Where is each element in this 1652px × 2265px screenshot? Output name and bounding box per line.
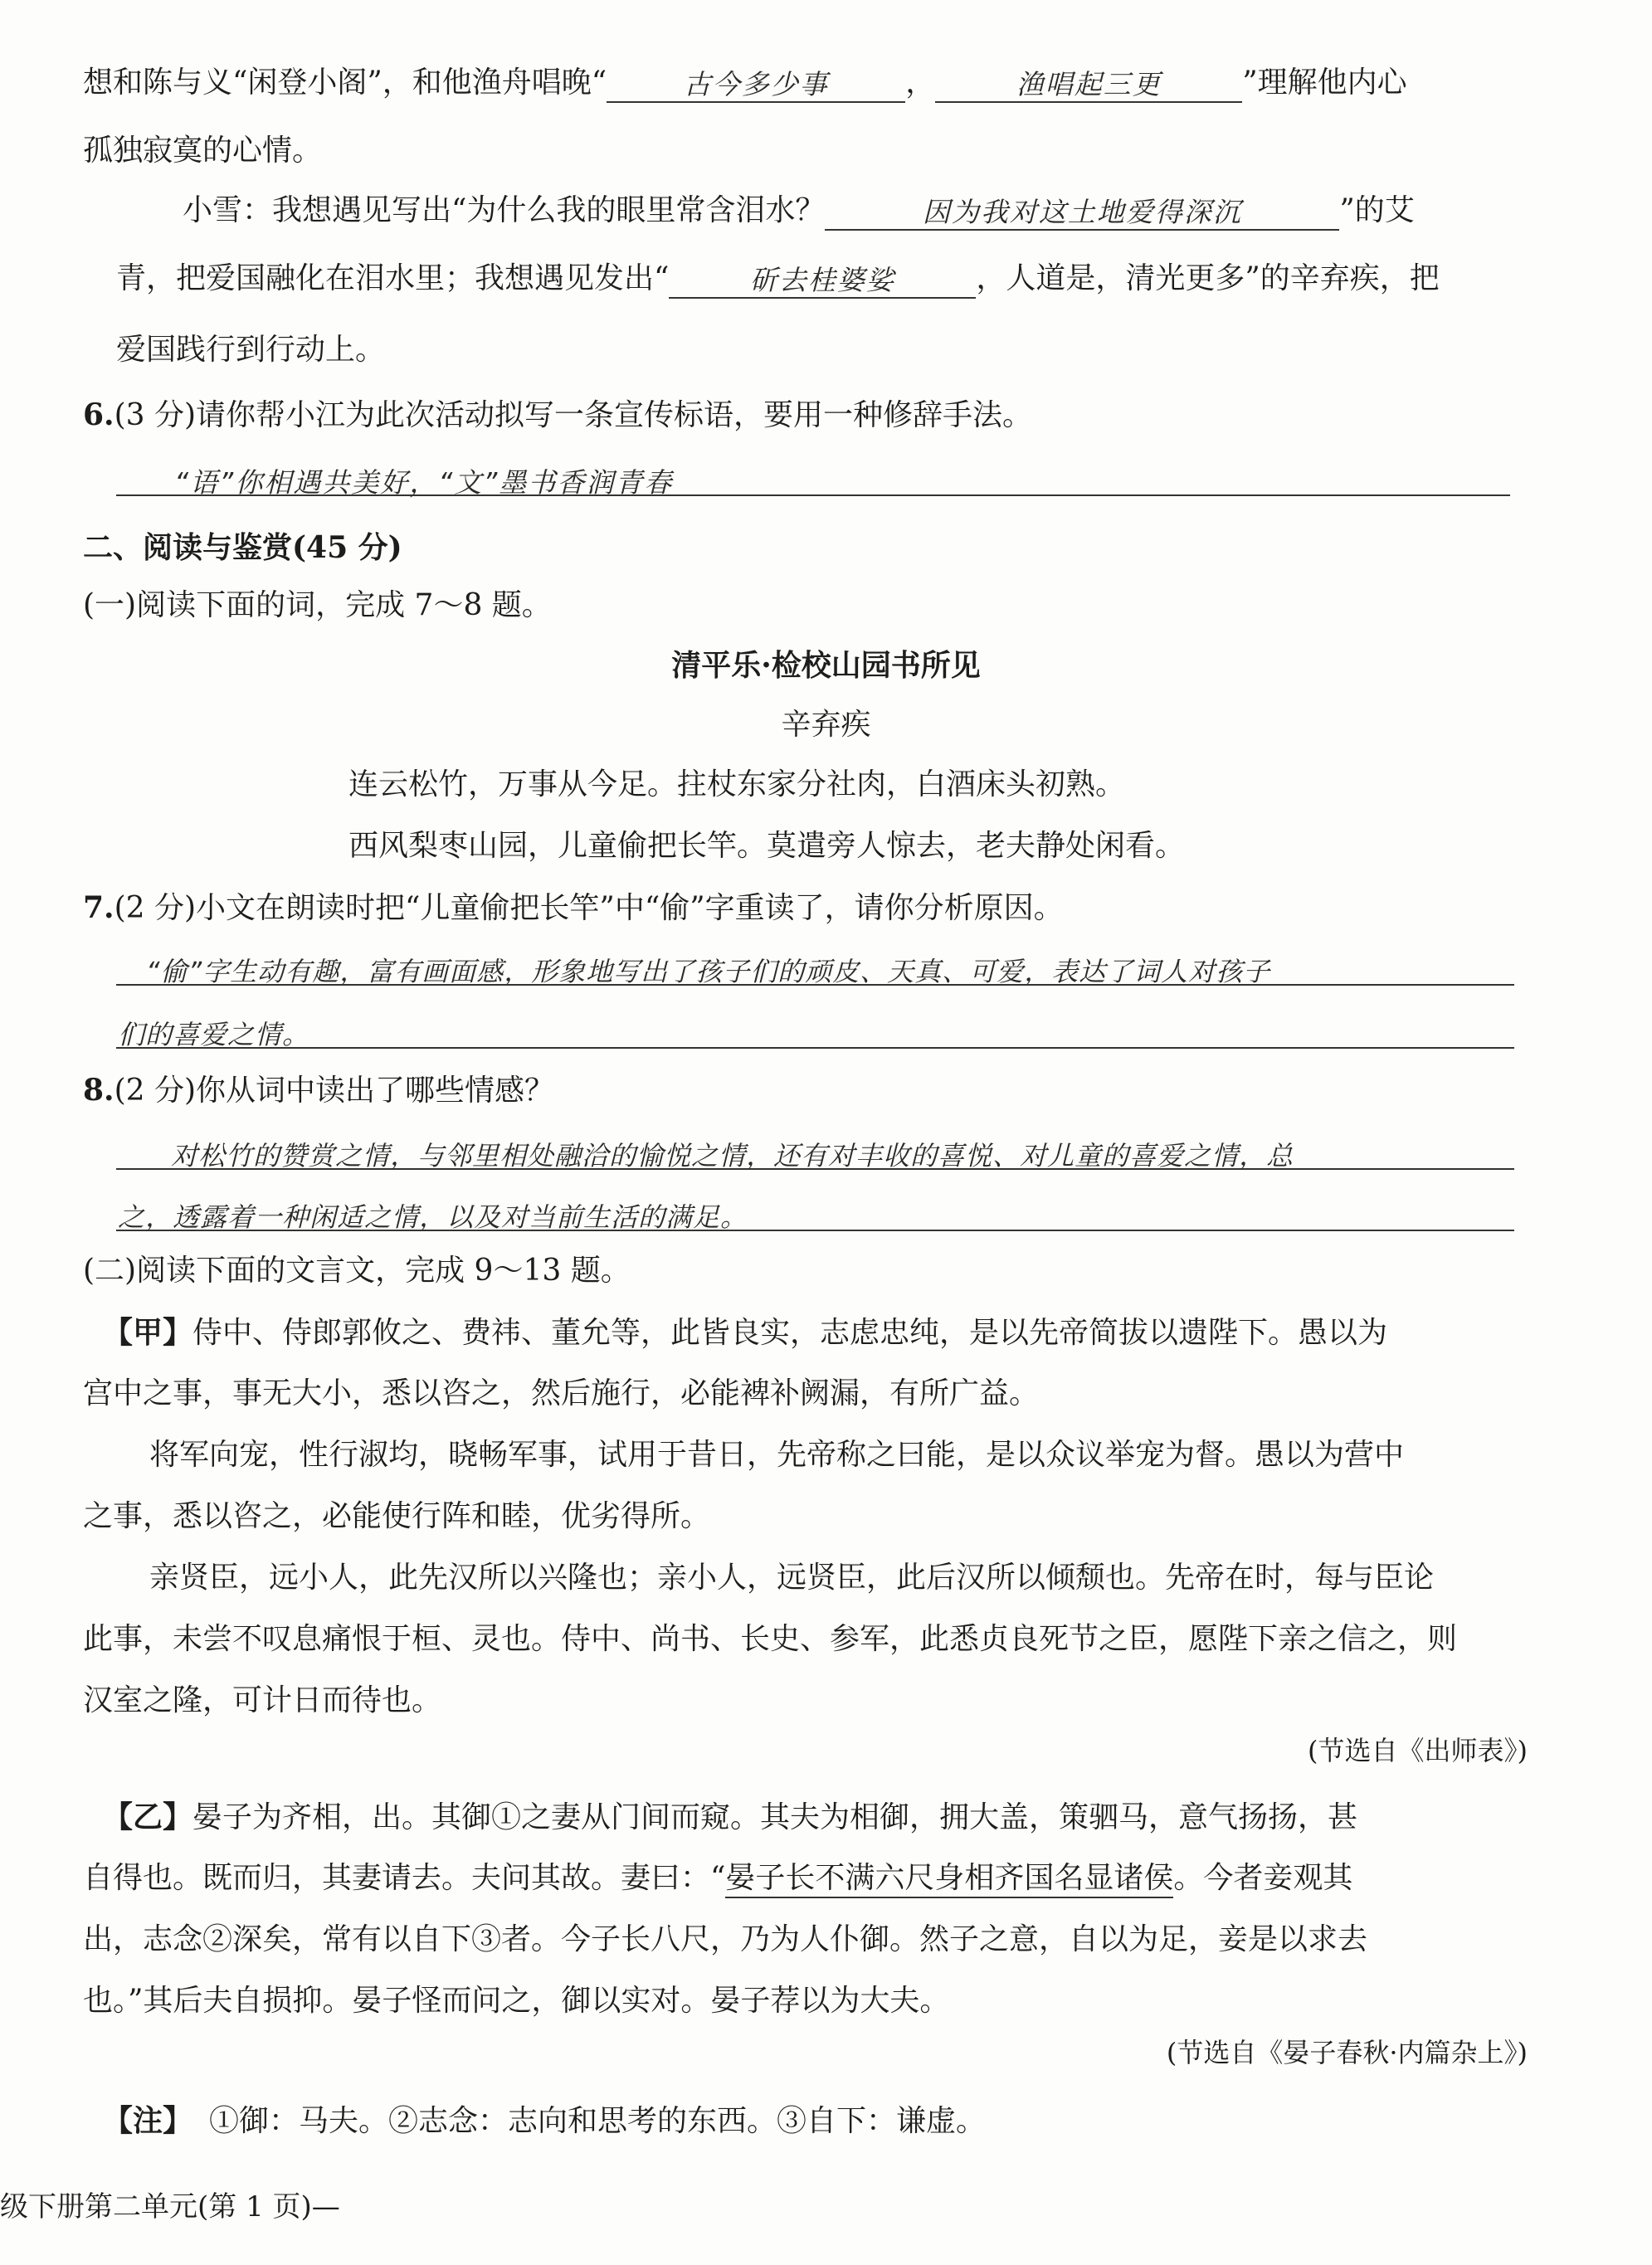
answer-blank-2[interactable] [935,65,1242,103]
q5-comma: ， [905,66,936,100]
q5-line-3-text-a: 小雪：我想遇见写出“为什么我的眼里常含泪水？ [183,193,826,227]
answer-blank-3[interactable] [825,192,1339,231]
q7-handwritten-answer-2: 们的喜爱之情。 [118,1019,310,1050]
q5-line-4-text-a: 青，把爱国融化在泪水里；我想遇见发出“ [116,261,670,295]
jia-paragraph-2-line-2: 之事，悉以咨之，必能使行阵和睦，优劣得所。 [83,1499,711,1533]
q7-number: 7. [83,890,115,925]
jia-paragraph-1-line-1 [103,1313,1387,1353]
poem-line-1: 连云松竹，万事从今足。拄杖东家分社肉，白酒床头初熟。 [348,767,1126,801]
q7-question [83,888,1064,928]
section-2-subtitle-2: (二)阅读下面的文言文，完成 9～13 题。 [83,1254,631,1288]
section-2-title: 二、阅读与鉴赏(45 分) [83,530,402,565]
yi-tag: 【乙】 [103,1800,193,1834]
q6-answer-line[interactable] [116,494,1510,496]
q6-number: 6. [83,397,115,432]
answer-blank-4[interactable] [669,261,976,299]
jia-paragraph-3-line-2: 此事，未尝不叹息痛恨于桓、灵也。侍中、尚书、长史、参军，此悉贞良死节之臣，愿陛下亲之信之，则 [83,1622,1458,1656]
q8-number: 8. [83,1073,115,1108]
q8-answer-line-2[interactable] [116,1230,1514,1231]
yi-paragraph-line-2 [83,1858,1352,1898]
q7-answer-line-2[interactable] [116,1047,1514,1049]
jia-p1a: 侍中、侍郎郭攸之、费祎、董允等，此皆良实，志虑忠纯，是以先帝简拔以遗陛下。愚以为 [192,1316,1388,1350]
q8-question [83,1070,554,1111]
jia-paragraph-3-line-3: 汉室之隆，可计日而待也。 [83,1683,442,1717]
jia-paragraph-1-line-2: 宫中之事，事无大小，悉以咨之，然后施行，必能裨补阙漏，有所广益。 [83,1376,1040,1410]
answer-blank-1[interactable] [607,65,905,103]
q5-line-3 [183,191,1415,231]
yi-paragraph-line-4: 也。”其后夫自损抑。晏子怪而问之，御以实对。晏子荐以为大夫。 [83,1984,950,2018]
handwritten-answer-2: 渔唱起三更 [1016,68,1162,100]
page-footer: 级下册第二单元(第 1 页)— [0,2190,340,2224]
yi-paragraph-line-1 [103,1797,1357,1838]
q5-line-1-text-a: 想和陈与义“闲登小阁”，和他渔舟唱晚“ [83,66,607,100]
q5-line-5: 爱国践行到行动上。 [116,333,386,367]
q7-handwritten-answer-1: “偷”字生动有趣，富有画面感，形象地写出了孩子们的顽皮、天真、可爱，表达了词人对孩子 [146,956,1271,987]
poem-author: 辛弃疾 [781,708,871,742]
note-tag: 【注】 [103,2103,193,2138]
q8-handwritten-answer-1: 对松竹的赞赏之情，与邻里相处融洽的愉悦之情，还有对丰收的喜悦、对儿童的喜爱之情，总 [171,1140,1294,1171]
q6-question [83,395,1032,436]
yi-paragraph-line-3: 出，志念②深矣，常有以自下③者。今子长八尺，乃为人仆御。然子之意，自以为足，妾是以求去 [83,1922,1368,1956]
q7-answer-line-1[interactable] [116,984,1514,986]
note-text: ①御：马夫。②志念：志向和思考的东西。③自下：谦虚。 [209,2104,987,2138]
section-2-subtitle-1: (一)阅读下面的词，完成 7～8 题。 [83,588,552,622]
q7-text: (2 分)小文在朗读时把“儿童偷把长竿”中“偷”字重读了，请你分析原因。 [114,891,1064,925]
q8-handwritten-answer-2: 之，透露着一种闲适之情，以及对当前生活的满足。 [118,1201,748,1233]
q5-line-1-text-b: ”理解他内心 [1242,66,1407,100]
note-line [103,2101,986,2141]
q8-text: (2 分)你从词中读出了哪些情感？ [114,1074,555,1108]
jia-paragraph-3-line-1: 亲贤臣，远小人，此先汉所以兴隆也；亲小人，远贤臣，此后汉所以倾颓也。先帝在时，每与臣论 [149,1561,1435,1595]
q6-text: (3 分)请你帮小江为此次活动拟写一条宣传标语，要用一种修辞手法。 [114,398,1033,432]
jia-paragraph-2-line-1: 将军向宠，性行淑均，晓畅军事，试用于昔日，先帝称之曰能，是以众议举宠为督。愚以为营中 [149,1438,1405,1472]
handwritten-answer-1: 古今多少事 [683,68,829,100]
handwritten-answer-4: 斫去桂婆娑 [749,264,895,296]
yi-p1b-post: 。今者妾观其 [1173,1861,1353,1895]
poem-title: 清平乐·检校山园书所见 [671,648,981,683]
q6-handwritten-answer: “语”你相遇共美好，“文”墨书香润青春 [174,466,674,499]
q5-line-1 [83,63,1407,103]
yi-p1a: 晏子为齐相，出。其御①之妻从门间而窥。其夫为相御，拥大盖，策驷马，意气扬扬，甚 [192,1800,1358,1834]
jia-source: (节选自《出师表》) [1308,1735,1528,1766]
q5-line-4-text-b: ，人道是，清光更多”的辛弃疾，把 [976,261,1440,295]
q5-line-2: 孤独寂寞的心情。 [83,134,323,168]
yi-underlined-sentence: 晏子长不满六尺身相齐国名显诸侯 [725,1861,1173,1898]
yi-source: (节选自《晏子春秋·内篇杂上》) [1166,2037,1528,2068]
poem-line-2: 西风梨枣山园，儿童偷把长竿。莫遣旁人惊去，老夫静处闲看。 [348,829,1186,863]
q5-line-3-text-b: ”的艾 [1339,193,1415,227]
handwritten-answer-3: 因为我对这土地爱得深沉 [922,196,1242,228]
q5-line-4 [116,259,1440,299]
q8-answer-line-1[interactable] [116,1168,1514,1170]
jia-tag: 【甲】 [103,1315,193,1350]
yi-p1b-pre: 自得也。既而归，其妻请去。夫问其故。妻曰：“ [83,1861,726,1895]
